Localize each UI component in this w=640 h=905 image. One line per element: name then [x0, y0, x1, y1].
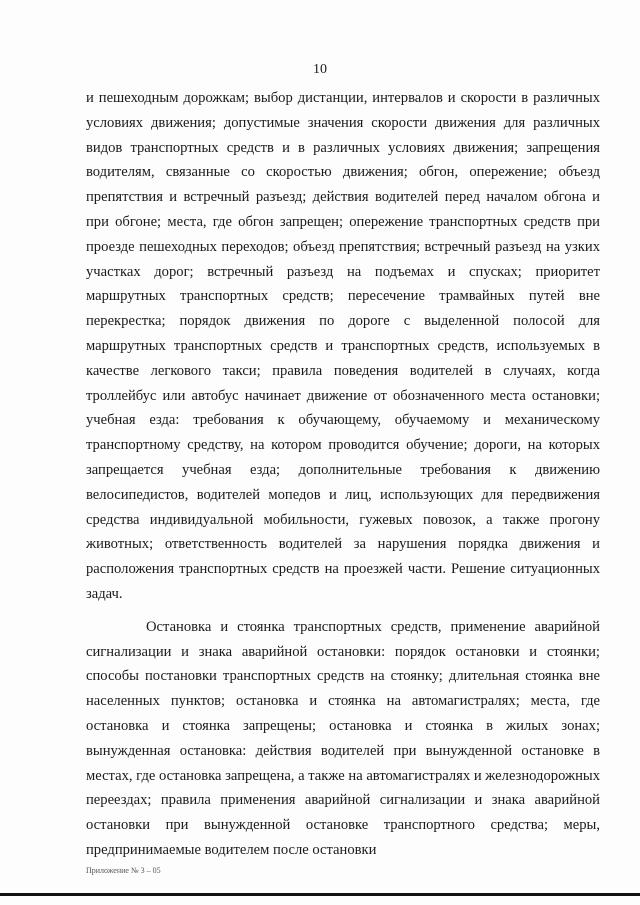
footer-note: Приложение № 3 – 05: [86, 866, 161, 875]
page-bottom-border: [0, 893, 640, 896]
body-text: [86, 86, 600, 863]
paragraph: и пешеходным дорожкам; выбор дистанции, интервалов и скорости в различных условиях движения; допустимые значения скорости движения для различных видов транспортных средств и в различных условиях движения; запрещения водителям, связанные со скоростью движения; обгон, опережение; объезд препятствия и встречный разъезд; действия водителей перед началом обгона и при обгоне; места, где обгон запрещен; опережение транспортных средств при проезде пешеходных переходов; объезд препятствия; встречный разъезд на узких участках дорог; встречный разъезд на подъемах и спусках; приоритет маршрутных транспортных средств; пересечение трамвайных путей вне перекрестка; порядок движения по дороге с выделенной полосой для маршрутных транспортных средств и транспортных средств, используемых в качестве легкового такси; правила поведения водителей в случаях, когда троллейбус или автобус начинает движение от обозначенного места остановки; учебная езда: требования к обучающему, обучаемому и механическому транспортному средству, на котором проводится обучение; дороги, на которых запрещается учебная езда; дополнительные требования к движению велосипедистов, водителей мопедов и лиц, использующих для передвижения средства индивидуальной мобильности, гужевых повозок, а также прогону животных; ответственность водителей за нарушения порядка движения и расположения транспортных средств на проезжей части. Решение ситуационных задач.: [86, 90, 600, 602]
page-number: 10: [313, 62, 327, 77]
paragraph: Остановка и стоянка транспортных средств, применение аварийной сигнализации и знака аварийной остановки: порядок остановки и стоянки; способы постановки транспортных средств на стоянку; длительная стоянка вне населенных пунктов; остановка и стоянка на автомагистралях; места, где остановка и стоянка запрещены; остановка и стоянка в жилых зонах; вынужденная остановка: действия водителей при вынужденной остановке в местах, где остановка запрещена, а также на автомагистралях и железнодорожных переездах; правила применения аварийной сигнализации и знака аварийной остановки при вынужденной остановке транспортного средства; меры, предпринимаемые водителем после остановки: [86, 618, 600, 858]
